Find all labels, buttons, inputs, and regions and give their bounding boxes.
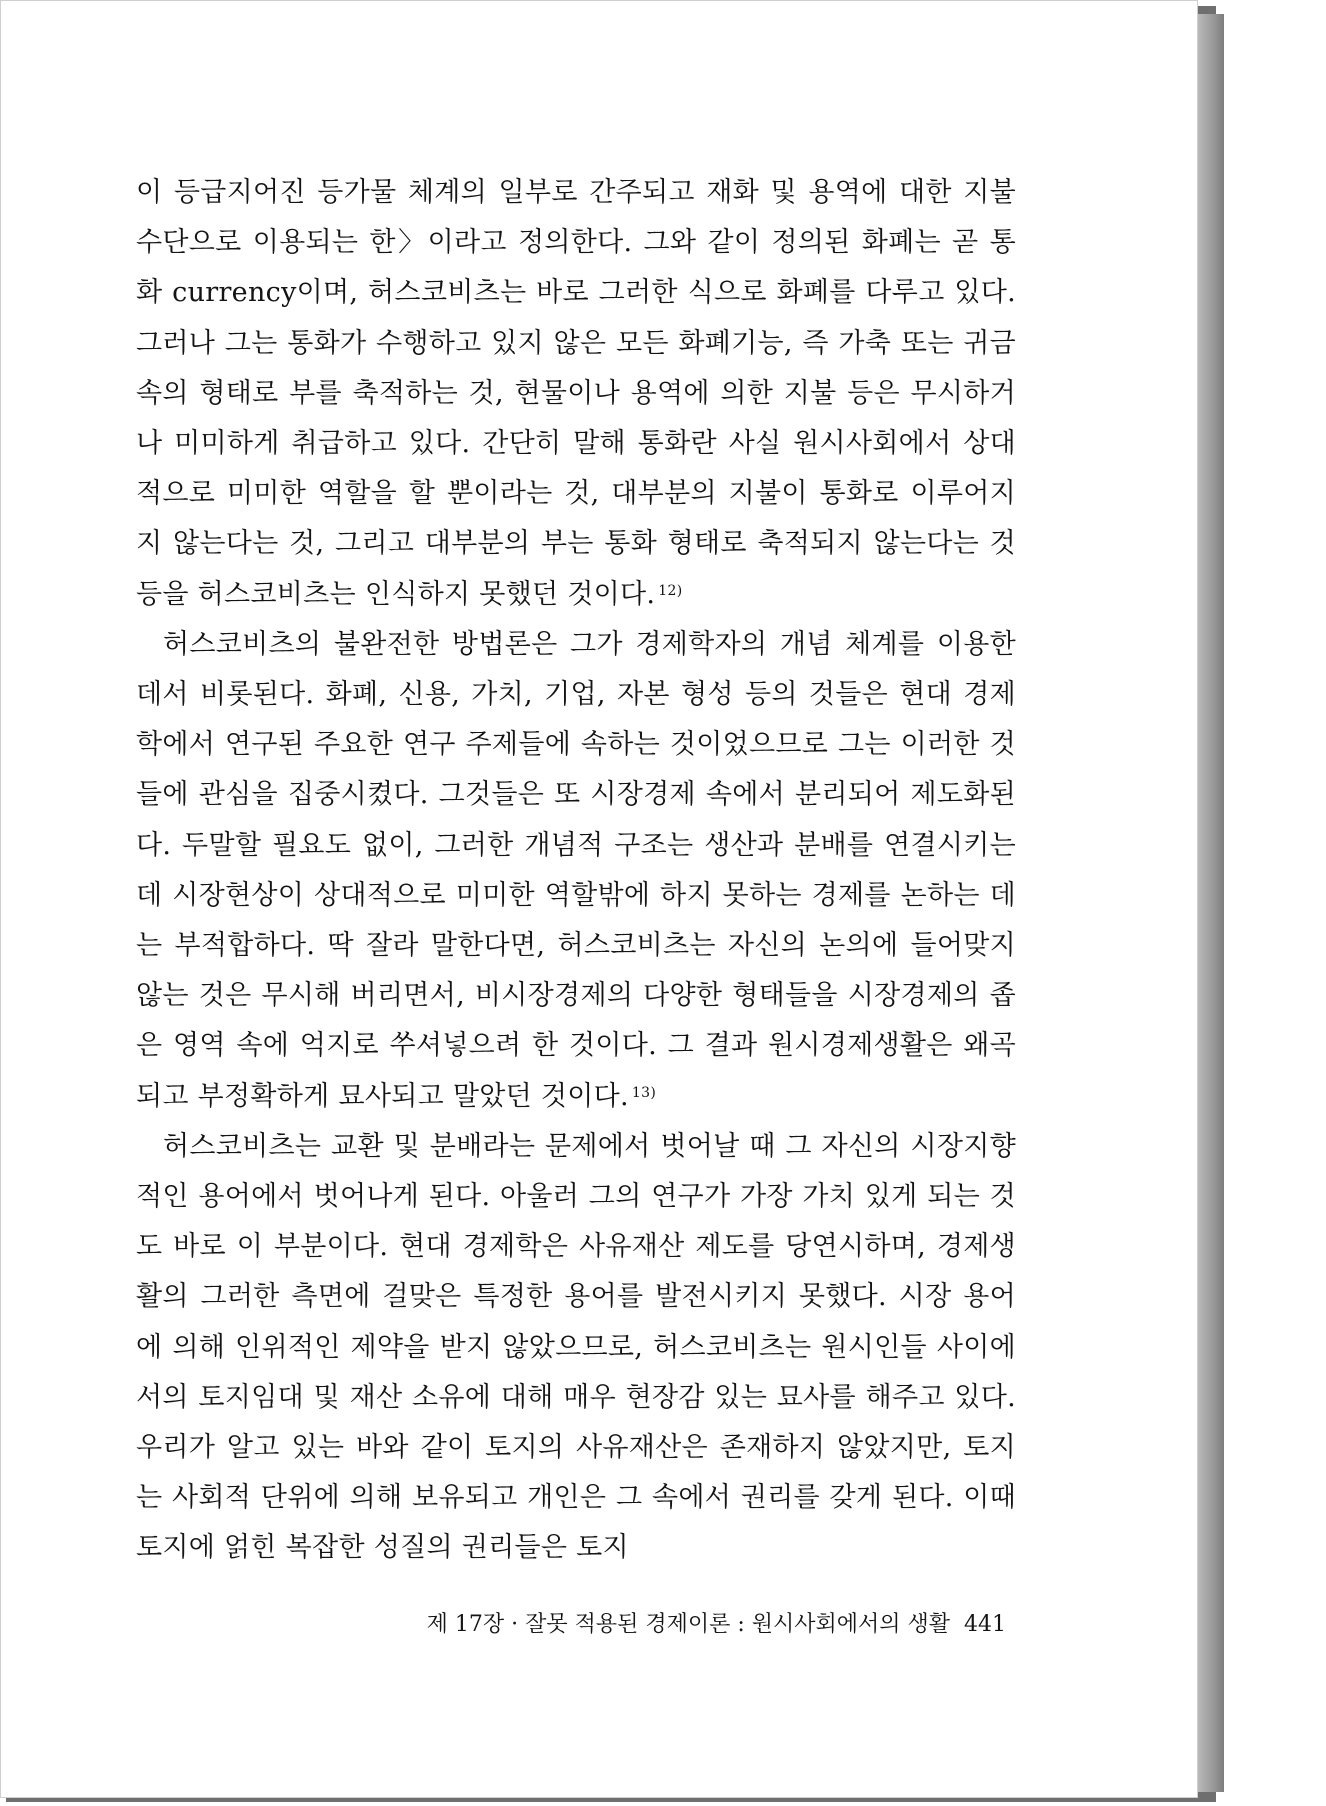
paragraph-3-text: 허스코비츠는 교환 및 분배라는 문제에서 벗어날 때 그 자신의 시장지향적인 용어에서 벗어나게 된다. 아울러 그의 연구가 가장 가치 있게 되는 것도 바로 이 부분이다. 현대 경제학은 사유재산 제도를 당연시하며, 경제생활의 그러한 측면에 걸맞은 특정한 용어를 발전시키지 못했다. 시장 용어에 의해 인위적인 제약을 받지 않았으므로, 허스코비츠는 원시인들 사이에서의 토지임대 및 재산 소유에 대해 매우 현장감 있는 묘사를 해주고 있다. 우리가 알고 있는 바와 같이 토지의 사유재산은 존재하지 않았지만, 토지는 사회적 단위에 의해 보유되고 개인은 그 속에서 권리를 갖게 된다. 이때 토지에 얽힌 복잡한 성질의 권리들은 토지	[136, 1130, 1016, 1564]
paragraph-2	[136, 620, 1016, 1122]
page-number: 441	[964, 1612, 1006, 1637]
footnote-marker-13: 13)	[631, 1084, 657, 1101]
running-head: 제 17장 · 잘못 적용된 경제이론 : 원시사회에서의 생활	[426, 1612, 950, 1637]
body-text	[136, 168, 1016, 1574]
page-edge	[1196, 14, 1224, 1792]
footnote-marker-12: 12)	[658, 582, 683, 599]
paragraph-3	[136, 1122, 1016, 1574]
running-footer	[366, 1607, 1006, 1638]
paragraph-1-text: 이 등급지어진 등가물 체계의 일부로 간주되고 재화 및 용역에 대한 지불 수단으로 이용되는 한〉이라고 정의한다. 그와 같이 정의된 화폐는 곧 통화 currency이며, 허스코비츠는 바로 그러한 식으로 화폐를 다루고 있다. 그러나 그는 통화가 수행하고 있지 않은 모든 화폐기능, 즉 가축 또는 귀금속의 형태로 부를 축적하는 것, 현물이나 용역에 의한 지불 등은 무시하거나 미미하게 취급하고 있다. 간단히 말해 통화란 사실 원시사회에서 상대적으로 미미한 역할을 할 뿐이라는 것, 대부분의 지불이 통화로 이루어지지 않는다는 것, 그리고 대부분의 부는 통화 형태로 축적되지 않는다는 것 등을 허스코비츠는 인식하지 못했던 것이다.	[136, 177, 1016, 610]
paragraph-2-text: 허스코비츠의 불완전한 방법론은 그가 경제학자의 개념 체계를 이용한 데서 비롯된다. 화폐, 신용, 가치, 기업, 자본 형성 등의 것들은 현대 경제학에서 연구된 주요한 연구 주제들에 속하는 것이었으므로 그는 이러한 것들에 관심을 집중시켰다. 그것들은 또 시장경제 속에서 분리되어 제도화된다. 두말할 필요도 없이, 그러한 개념적 구조는 생산과 분배를 연결시키는 데 시장현상이 상대적으로 미미한 역할밖에 하지 못하는 경제를 논하는 데는 부적합하다. 딱 잘라 말한다면, 허스코비츠는 자신의 논의에 들어맞지 않는 것은 무시해 버리면서, 비시장경제의 다양한 형태들을 시장경제의 좁은 영역 속에 억지로 쑤셔넣으려 한 것이다. 그 결과 원시경제생활은 왜곡되고 부정확하게 묘사되고 말았던 것이다.	[136, 628, 1016, 1112]
paragraph-1	[136, 168, 1016, 620]
